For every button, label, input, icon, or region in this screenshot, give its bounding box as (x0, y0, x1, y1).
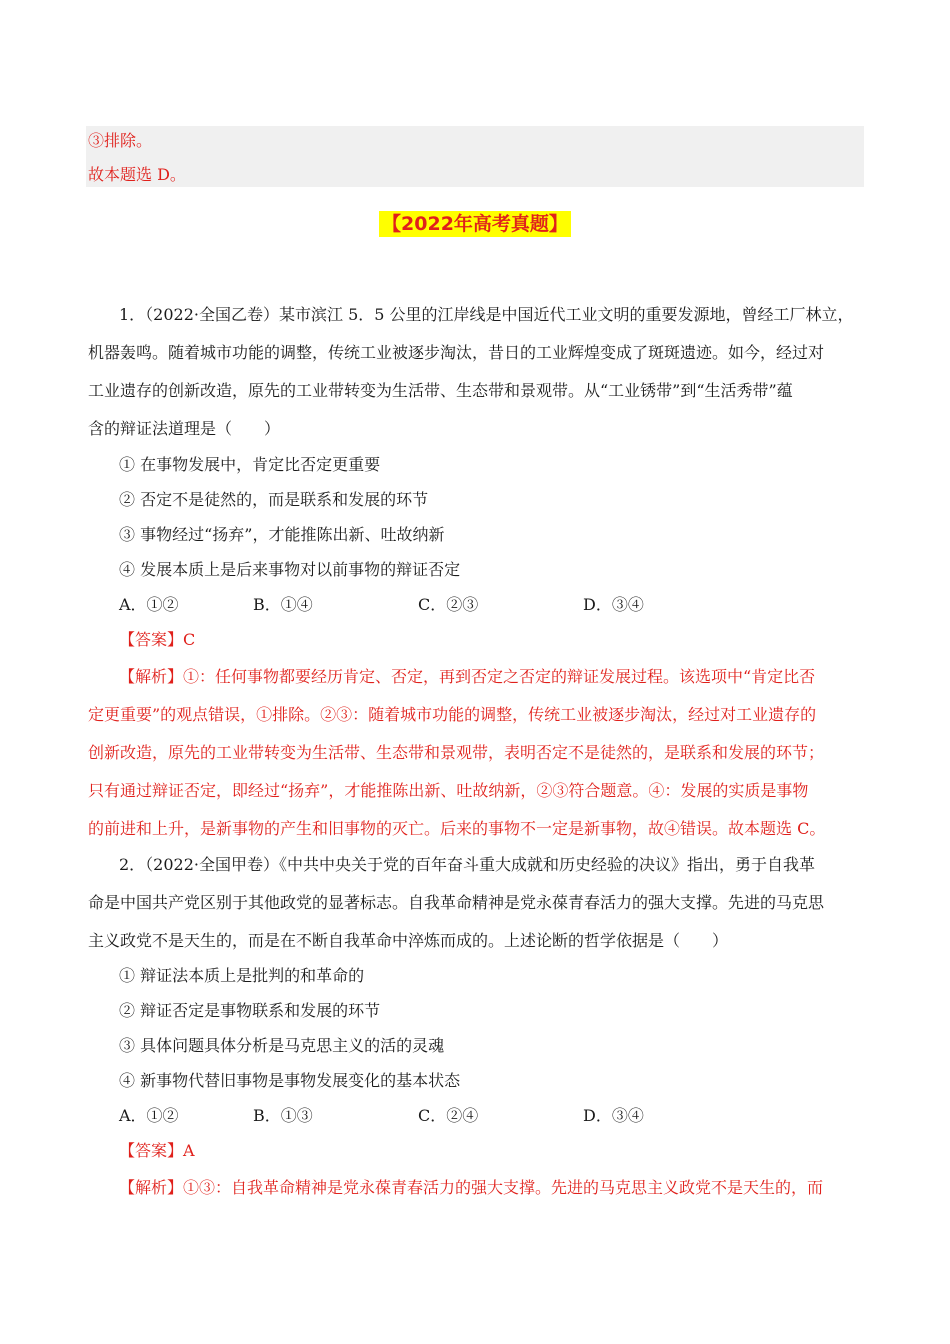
q1-analysis-line-1: 【解析】①：任何事物都要经历肯定、否定，再到否定之否定的辩证发展过程。该选项中“肯定比否 (119, 667, 816, 686)
q2-answer: 【答案】A (119, 1141, 195, 1160)
q1-analysis-line-3: 创新改造，原先的工业带转变为生活带、生态带和景观带，表明否定不是徒然的，是联系和发展的环节； (88, 743, 825, 762)
q1-statement-2: ② 否定不是徒然的，而是联系和发展的环节 (119, 490, 429, 509)
previous-analysis-line: ③排除。 (88, 131, 153, 150)
q1-stem-line-2: 机器轰鸣。随着城市功能的调整，传统工业被逐步淘汰，昔日的工业辉煌变成了斑斑遗迹。如今，经过对 (88, 343, 825, 362)
q2-option-d: D．③④ (583, 1106, 644, 1125)
q1-analysis-line-4: 只有通过辩证否定，即经过“扬弃”，才能推陈出新、吐故纳新，②③符合题意。④：发展的实质是事物 (88, 781, 809, 800)
q2-statement-3: ③ 具体问题具体分析是马克思主义的活的灵魂 (119, 1036, 445, 1055)
section-title (0, 209, 950, 236)
q1-statement-4: ④ 发展本质上是后来事物对以前事物的辩证否定 (119, 560, 461, 579)
q1-analysis-line-5: 的前进和上升，是新事物的产生和旧事物的灭亡。后来的事物不一定是新事物，故④错误。故本题选 C。 (88, 819, 826, 838)
q1-statement-3: ③ 事物经过“扬弃”，才能推陈出新、吐故纳新 (119, 525, 445, 544)
section-title-text: 【2022年高考真题】 (379, 211, 571, 237)
q2-statement-4: ④ 新事物代替旧事物是事物发展变化的基本状态 (119, 1071, 461, 1090)
q1-stem-line-4: 含的辩证法道理是（ ） (88, 419, 281, 438)
q1-option-d: D．③④ (583, 595, 644, 614)
q2-option-a: A．①② (119, 1106, 179, 1125)
q2-option-b: B．①③ (253, 1106, 313, 1125)
q2-statement-1: ① 辩证法本质上是批判的和革命的 (119, 966, 365, 985)
q1-statement-1: ① 在事物发展中，肯定比否定更重要 (119, 455, 381, 474)
q2-statement-2: ② 辩证否定是事物联系和发展的环节 (119, 1001, 381, 1020)
q1-stem-line-1: 1．（2022·全国乙卷）某市滨江 5．5 公里的江岸线是中国近代工业文明的重要发源地，曾经工厂林立， (119, 305, 854, 324)
q1-option-a: A．①② (119, 595, 179, 614)
previous-conclusion-line: 故本题选 D。 (88, 165, 186, 184)
q2-stem-line-3: 主义政党不是天生的，而是在不断自我革命中淬炼而成的。上述论断的哲学依据是（ ） (88, 931, 729, 950)
q1-option-b: B．①④ (253, 595, 313, 614)
q2-option-c: C．②④ (418, 1106, 479, 1125)
q2-stem-line-2: 命是中国共产党区别于其他政党的显著标志。自我革命精神是党永葆青春活力的强大支撑。先进的马克思 (88, 893, 825, 912)
q1-stem-line-3: 工业遗存的创新改造，原先的工业带转变为生活带、生态带和景观带。从“工业锈带”到“生活秀带”蕴 (88, 381, 793, 400)
q1-analysis-line-2: 定更重要”的观点错误，①排除。②③：随着城市功能的调整，传统工业被逐步淘汰，经过对工业遗存的 (88, 705, 817, 724)
q2-stem-line-1: 2．（2022·全国甲卷）《中共中央关于党的百年奋斗重大成就和历史经验的决议》指出，勇于自我革 (119, 855, 815, 874)
q2-analysis-line-1: 【解析】①③：自我革命精神是党永葆青春活力的强大支撑。先进的马克思主义政党不是天生的，而 (119, 1178, 824, 1197)
q1-option-c: C．②③ (418, 595, 479, 614)
previous-answer-block (86, 126, 864, 187)
q1-answer: 【答案】C (119, 630, 196, 649)
